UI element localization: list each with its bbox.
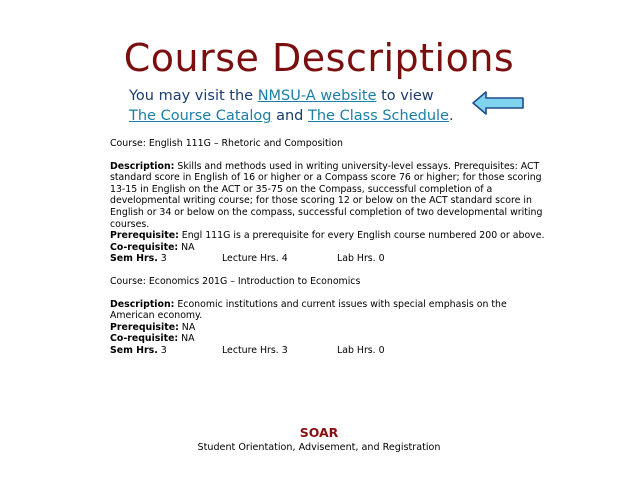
course-description	[110, 299, 550, 322]
prerequisite-label: Prerequisite:	[110, 230, 179, 242]
course-prerequisite	[110, 322, 550, 334]
intro-text-4: .	[448, 108, 454, 124]
course-title: Course: Economics 201G – Introduction to Economics	[110, 275, 361, 287]
left-arrow-icon	[472, 90, 524, 116]
description-label: Description:	[110, 298, 175, 310]
description-text: Economic institutions and current issues with special emphasis on the American economy.	[110, 298, 507, 322]
intro-text-1: You may visit the	[129, 88, 258, 104]
class-schedule-link[interactable]: The Class Schedule	[308, 108, 449, 124]
description-text: Skills and methods used in writing university-level essays. Prerequisites: ACT standard score in English of 16 or higher or a Compass score 76 or higher; for those scoring 13-15 in English on the ACT or 35-75 on the Compass, successful completion of a developmental writing course; for those scoring 12 or below on the ACT standard score in English or 34 or below on the compass, successful completion of two developmental writing courses.	[110, 160, 543, 230]
soar-full-name: Student Orientation, Advisement, and Registration	[197, 442, 441, 453]
prerequisite-text: NA	[178, 321, 196, 333]
course-prerequisite	[110, 230, 550, 242]
sem-hours-value: 3	[157, 344, 167, 356]
prerequisite-label: Prerequisite:	[110, 321, 179, 333]
course-title: Course: English 111G – Rhetoric and Composition	[110, 138, 343, 149]
corequisite-text: NA	[178, 333, 195, 345]
page-title: Course Descriptions	[123, 36, 515, 80]
course-catalog-link[interactable]: The Course Catalog	[129, 108, 272, 124]
sem-hours	[110, 253, 222, 265]
course-hours	[110, 345, 550, 357]
course-corequisite	[110, 242, 550, 254]
intro-text-3: and	[271, 108, 308, 124]
nmsu-a-website-link[interactable]: NMSU-A website	[257, 88, 377, 104]
lecture-hours: Lecture Hrs. 4	[222, 253, 288, 265]
course-descriptions-body	[110, 138, 550, 357]
lab-hours: Lab Hrs. 0	[337, 344, 385, 356]
course-description	[110, 161, 550, 231]
course-corequisite	[110, 333, 550, 345]
intro-text	[129, 86, 489, 126]
corequisite-label: Co-requisite:	[110, 241, 179, 253]
sem-hours-value: 3	[157, 253, 167, 265]
prerequisite-text: Engl 111G is a prerequisite for every English course numbered 200 or above.	[178, 230, 545, 242]
intro-text-2: to view	[376, 88, 434, 104]
sem-hours	[110, 345, 222, 357]
soar-heading: SOAR	[299, 425, 339, 440]
course-hours	[110, 253, 550, 265]
description-label: Description:	[110, 160, 175, 172]
lecture-hours: Lecture Hrs. 3	[222, 344, 288, 356]
sem-hours-label: Sem Hrs.	[110, 344, 158, 356]
lab-hours: Lab Hrs. 0	[337, 253, 385, 265]
sem-hours-label: Sem Hrs.	[110, 253, 158, 265]
corequisite-label: Co-requisite:	[110, 333, 179, 345]
corequisite-text: NA	[178, 241, 195, 253]
